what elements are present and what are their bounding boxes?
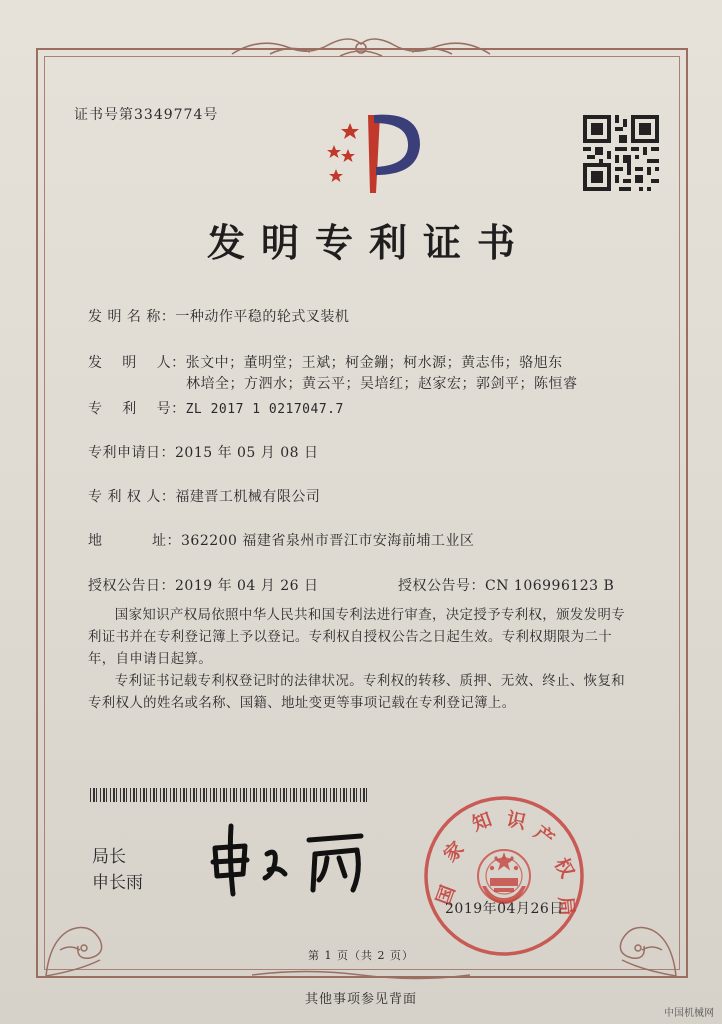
bottom-center-ornament-icon (250, 968, 472, 982)
page-number: 第 1 页（共 2 页） (308, 949, 414, 962)
svg-text:国: 国 (432, 882, 460, 909)
barcode-icon (90, 788, 370, 802)
svg-text:家: 家 (439, 837, 469, 867)
field-label: 发 明 人： (88, 355, 186, 371)
svg-text:局: 局 (554, 895, 578, 917)
inventors-line-2: 林培全；方泗水；黄云平；吴培红；赵家宏；郭剑平；陈恒睿 (186, 376, 578, 392)
field-label: 发 明 名 称： (88, 309, 176, 325)
field-label: 授权公告号： (398, 578, 485, 594)
certificate-title: 发明专利证书 (206, 220, 531, 265)
svg-text:权: 权 (549, 854, 579, 882)
grant-paragraph: 国家知识产权局依照中华人民共和国专利法进行审查，决定授予专利权，颁发发明专利证书并在专利登记簿上予以登记。专利权自授权公告之日起生效。专利权期限为二十年，自申请日起算。 (88, 608, 626, 667)
patent-number: ZL 2017 1 0217047.7 (185, 402, 344, 417)
legal-status-paragraph: 专利证书记载专利权登记时的法律状况。专利权的转移、质押、无效、终止、恢复和专利权人的姓名或名称、国籍、地址变更等事项记载在专利登记簿上。 (88, 674, 626, 711)
svg-text:识: 识 (504, 808, 528, 834)
svg-text:产: 产 (529, 821, 559, 851)
field-label: 专 利 权 人： (88, 489, 176, 505)
seal-date: 2019年04月26日 (445, 901, 564, 917)
signature-icon (205, 818, 375, 898)
official-seal-icon (420, 792, 588, 960)
bottom-left-ornament-icon (40, 900, 130, 980)
application-date: 2015 年 05 月 08 日 (175, 445, 319, 461)
grant-date-row (88, 575, 319, 595)
grant-pub-number-row (398, 575, 614, 595)
inventors-line-1: 张文中；董明堂；王斌；柯金鏰；柯水源；黄志伟；骆旭东 (185, 355, 563, 371)
qr-code-icon (583, 115, 659, 191)
grant-date: 2019 年 04 月 26 日 (175, 578, 319, 594)
address-row (88, 530, 474, 550)
bottom-right-ornament-icon (592, 900, 682, 980)
top-ornament-icon (230, 34, 492, 62)
patentee: 福建晋工机械有限公司 (175, 489, 321, 505)
patentee-row (88, 486, 320, 506)
invention-name-row (88, 306, 349, 326)
inventors-row (88, 352, 563, 372)
director-title: 局长 (92, 847, 126, 867)
field-label: 专利申请日： (88, 445, 175, 461)
footer-note: 其他事项参见背面 (304, 992, 417, 1007)
invention-name: 一种动作平稳的轮式叉装机 (175, 309, 350, 325)
patent-number-row (88, 398, 344, 418)
svg-text:知: 知 (469, 808, 495, 836)
cnipa-logo-icon (310, 105, 430, 197)
address: 362200 福建省泉州市晋江市安海前埔工业区 (181, 533, 475, 549)
watermark: 中国机械网 (664, 1008, 714, 1019)
application-date-row (88, 442, 319, 462)
field-label: 地 址： (88, 533, 182, 549)
field-label: 专 利 号： (88, 401, 186, 417)
certificate-number: 证书号第3349774号 (74, 107, 219, 123)
grant-pub-number: CN 106996123 B (485, 578, 615, 594)
field-label: 授权公告日： (88, 578, 175, 594)
director-name: 申长雨 (92, 873, 143, 893)
